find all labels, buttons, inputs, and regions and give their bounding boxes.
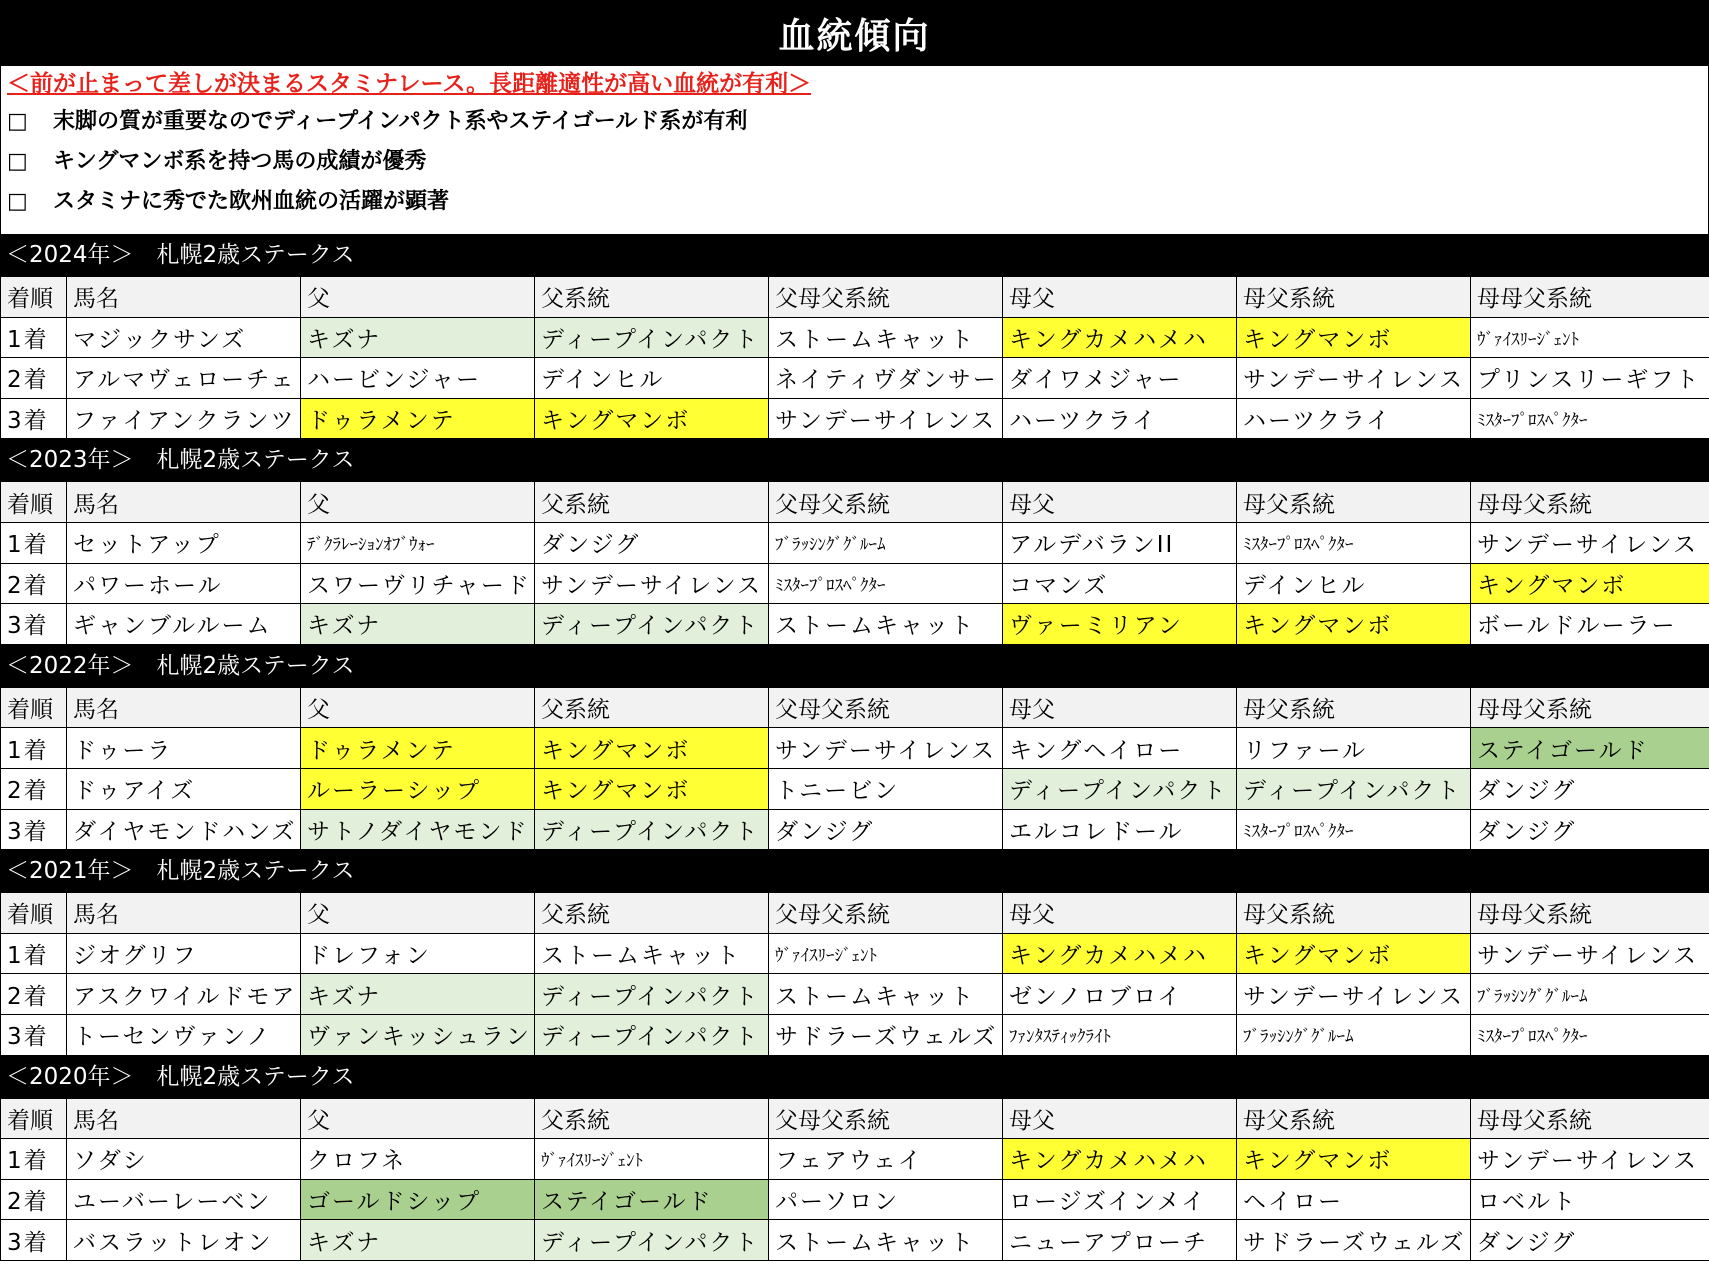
pedigree-cell: スワーヴリチャード	[301, 563, 535, 604]
results-table	[0, 892, 1709, 1055]
bullet-text: スタミナに秀でた欧州血統の活躍が顕著	[53, 189, 450, 214]
pedigree-cell: サトノダイヤモンド	[301, 809, 535, 850]
pedigree-cell: ｳﾞｧｲｽﾘｰｼﾞｪﾝﾄ	[769, 933, 1003, 974]
horse-name-cell: ジオグリフ	[67, 933, 301, 974]
pedigree-cell: ドゥラメンテ	[301, 728, 535, 769]
pedigree-cell: サンデーサイレンス	[1237, 974, 1471, 1015]
placing-cell: 1着	[1, 317, 67, 358]
pedigree-cell: ダンジグ	[1471, 1220, 1709, 1261]
horse-name-cell: ドゥアイズ	[67, 768, 301, 809]
year-section-heading: ＜2022年＞ 札幌2歳ステークス	[0, 645, 1709, 687]
column-header: 父	[301, 482, 535, 523]
placing-cell: 3着	[1, 604, 67, 645]
column-header: 母父	[1003, 687, 1237, 728]
checkbox-icon: □	[7, 189, 28, 214]
pedigree-cell: ディープインパクト	[535, 809, 769, 850]
horse-name-cell: ユーバーレーベン	[67, 1179, 301, 1220]
column-header: 父母父系統	[769, 687, 1003, 728]
pedigree-cell: サンデーサイレンス	[769, 398, 1003, 439]
table-row	[1, 398, 1709, 439]
pedigree-cell: サドラーズウェルズ	[769, 1014, 1003, 1055]
pedigree-cell: ゼンノロブロイ	[1003, 974, 1237, 1015]
column-header: 父	[301, 277, 535, 318]
column-header: 母母父系統	[1471, 277, 1709, 318]
checkbox-icon: □	[7, 149, 28, 174]
pedigree-cell: ディープインパクト	[535, 1220, 769, 1261]
pedigree-cell: サンデーサイレンス	[1237, 358, 1471, 399]
pedigree-cell: キングマンボ	[535, 768, 769, 809]
pedigree-cell: ステイゴールド	[535, 1179, 769, 1220]
horse-name-cell: ソダシ	[67, 1139, 301, 1180]
pedigree-cell: ｳﾞｧｲｽﾘｰｼﾞｪﾝﾄ	[535, 1139, 769, 1180]
headline: ＜前が止まって差しが決まるスタミナレース。長距離適性が高い血統が有利＞	[7, 71, 812, 97]
table-row	[1, 604, 1709, 645]
pedigree-cell: ダイワメジャー	[1003, 358, 1237, 399]
pedigree-cell: ヴァーミリアン	[1003, 604, 1237, 645]
pedigree-cell: ストームキャット	[769, 974, 1003, 1015]
pedigree-cell: ﾃﾞｸﾗﾚｰｼｮﾝｵﾌﾞｳｫｰ	[301, 522, 535, 563]
year-section-heading: ＜2023年＞ 札幌2歳ステークス	[0, 439, 1709, 481]
pedigree-cell: サドラーズウェルズ	[1237, 1220, 1471, 1261]
column-header: 父系統	[535, 482, 769, 523]
column-header: 父系統	[535, 687, 769, 728]
table-header-row	[1, 1098, 1709, 1139]
pedigree-cell: ﾌﾞﾗｯｼﾝｸﾞｸﾞﾙｰﾑ	[769, 522, 1003, 563]
column-header: 馬名	[67, 277, 301, 318]
placing-cell: 2着	[1, 768, 67, 809]
column-header: 母父系統	[1237, 277, 1471, 318]
column-header: 父	[301, 1098, 535, 1139]
pedigree-cell: フェアウェイ	[769, 1139, 1003, 1180]
column-header: 父系統	[535, 1098, 769, 1139]
table-row	[1, 768, 1709, 809]
year-section-heading: ＜2024年＞ 札幌2歳ステークス	[0, 234, 1709, 276]
pedigree-cell: ディープインパクト	[1237, 768, 1471, 809]
bullet-item	[7, 102, 1708, 142]
pedigree-cell: プリンスリーギフト	[1471, 358, 1709, 399]
pedigree-cell: ディープインパクト	[535, 604, 769, 645]
pedigree-cell: キングマンボ	[1237, 317, 1471, 358]
column-header: 父	[301, 687, 535, 728]
pedigree-cell: ダンジグ	[769, 809, 1003, 850]
column-header: 馬名	[67, 482, 301, 523]
horse-name-cell: バスラットレオン	[67, 1220, 301, 1261]
pedigree-cell: ロージズインメイ	[1003, 1179, 1237, 1220]
pedigree-cell: キングマンボ	[1471, 563, 1709, 604]
results-table	[0, 1098, 1709, 1261]
column-header: 着順	[1, 482, 67, 523]
pedigree-cell: ﾐｽﾀｰﾌﾟﾛｽﾍﾟｸﾀｰ	[1471, 398, 1709, 439]
column-header: 母父	[1003, 1098, 1237, 1139]
column-header: 馬名	[67, 1098, 301, 1139]
column-header: 母父	[1003, 482, 1237, 523]
column-header: 父系統	[535, 277, 769, 318]
year-section-heading: ＜2020年＞ 札幌2歳ステークス	[0, 1056, 1709, 1098]
pedigree-cell: ストームキャット	[769, 604, 1003, 645]
pedigree-cell: サンデーサイレンス	[1471, 522, 1709, 563]
pedigree-cell: ディープインパクト	[535, 317, 769, 358]
pedigree-cell: キングカメハメハ	[1003, 1139, 1237, 1180]
pedigree-cell: ドレフォン	[301, 933, 535, 974]
table-row	[1, 1179, 1709, 1220]
table-row	[1, 728, 1709, 769]
bullet-text: キングマンボ系を持つ馬の成績が優秀	[53, 149, 427, 174]
pedigree-cell: ハーツクライ	[1003, 398, 1237, 439]
column-header: 馬名	[67, 893, 301, 934]
column-header: 母父系統	[1237, 1098, 1471, 1139]
table-header-row	[1, 687, 1709, 728]
pedigree-cell: ボールドルーラー	[1471, 604, 1709, 645]
pedigree-cell: クロフネ	[301, 1139, 535, 1180]
pedigree-cell: エルコレドール	[1003, 809, 1237, 850]
placing-cell: 3着	[1, 809, 67, 850]
column-header: 父系統	[535, 893, 769, 934]
results-table	[0, 276, 1709, 439]
pedigree-cell: ステイゴールド	[1471, 728, 1709, 769]
horse-name-cell: ドゥーラ	[67, 728, 301, 769]
year-section-heading: ＜2021年＞ 札幌2歳ステークス	[0, 850, 1709, 892]
results-sections	[0, 234, 1709, 1261]
column-header: 父母父系統	[769, 1098, 1003, 1139]
pedigree-cell: パーソロン	[769, 1179, 1003, 1220]
placing-cell: 1着	[1, 522, 67, 563]
pedigree-cell: キングカメハメハ	[1003, 317, 1237, 358]
horse-name-cell: ファイアンクランツ	[67, 398, 301, 439]
pedigree-cell: ﾐｽﾀｰﾌﾟﾛｽﾍﾟｸﾀｰ	[1237, 809, 1471, 850]
pedigree-cell: ドゥラメンテ	[301, 398, 535, 439]
column-header: 父母父系統	[769, 893, 1003, 934]
table-header-row	[1, 482, 1709, 523]
horse-name-cell: セットアップ	[67, 522, 301, 563]
column-header: 母母父系統	[1471, 482, 1709, 523]
column-header: 着順	[1, 687, 67, 728]
column-header: 父	[301, 893, 535, 934]
results-table	[0, 687, 1709, 850]
pedigree-cell: ﾐｽﾀｰﾌﾟﾛｽﾍﾟｸﾀｰ	[1471, 1014, 1709, 1055]
pedigree-cell: ロベルト	[1471, 1179, 1709, 1220]
pedigree-cell: キズナ	[301, 317, 535, 358]
pedigree-cell: ストームキャット	[769, 1220, 1003, 1261]
horse-name-cell: アスクワイルドモア	[67, 974, 301, 1015]
pedigree-cell: ハービンジャー	[301, 358, 535, 399]
table-row	[1, 1139, 1709, 1180]
table-row	[1, 974, 1709, 1015]
column-header: 父母父系統	[769, 482, 1003, 523]
pedigree-cell: ﾌﾞﾗｯｼﾝｸﾞｸﾞﾙｰﾑ	[1237, 1014, 1471, 1055]
horse-name-cell: マジックサンズ	[67, 317, 301, 358]
pedigree-cell: サンデーサイレンス	[535, 563, 769, 604]
table-row	[1, 563, 1709, 604]
pedigree-cell: キズナ	[301, 604, 535, 645]
column-header: 母父	[1003, 893, 1237, 934]
pedigree-cell: サンデーサイレンス	[1471, 933, 1709, 974]
pedigree-cell: ディープインパクト	[1003, 768, 1237, 809]
page-title: 血統傾向	[0, 0, 1709, 66]
bullet-text: 末脚の質が重要なのでディープインパクト系やステイゴールド系が有利	[53, 109, 748, 134]
pedigree-cell: ﾌﾞﾗｯｼﾝｸﾞｸﾞﾙｰﾑ	[1471, 974, 1709, 1015]
horse-name-cell: パワーホール	[67, 563, 301, 604]
horse-name-cell: トーセンヴァンノ	[67, 1014, 301, 1055]
placing-cell: 1着	[1, 1139, 67, 1180]
pedigree-cell: トニービン	[769, 768, 1003, 809]
horse-name-cell: アルマヴェローチェ	[67, 358, 301, 399]
pedigree-cell: サンデーサイレンス	[769, 728, 1003, 769]
placing-cell: 2着	[1, 1179, 67, 1220]
table-row	[1, 317, 1709, 358]
placing-cell: 2着	[1, 563, 67, 604]
column-header: 母父	[1003, 277, 1237, 318]
column-header: 母母父系統	[1471, 893, 1709, 934]
placing-cell: 2着	[1, 358, 67, 399]
pedigree-cell: キングマンボ	[1237, 933, 1471, 974]
pedigree-cell: リファール	[1237, 728, 1471, 769]
table-row	[1, 358, 1709, 399]
column-header: 着順	[1, 893, 67, 934]
pedigree-cell: ﾐｽﾀｰﾌﾟﾛｽﾍﾟｸﾀｰ	[1237, 522, 1471, 563]
pedigree-cell: ダンジグ	[1471, 809, 1709, 850]
pedigree-cell: ストームキャット	[769, 317, 1003, 358]
pedigree-cell: キズナ	[301, 974, 535, 1015]
pedigree-cell: デインヒル	[1237, 563, 1471, 604]
pedigree-cell: ダンジグ	[1471, 768, 1709, 809]
column-header: 父母父系統	[769, 277, 1003, 318]
column-header: 着順	[1, 1098, 67, 1139]
pedigree-cell: ヘイロー	[1237, 1179, 1471, 1220]
pedigree-cell: キングマンボ	[535, 728, 769, 769]
column-header: 母父系統	[1237, 687, 1471, 728]
results-table	[0, 481, 1709, 644]
summary-box	[0, 66, 1709, 234]
table-row	[1, 933, 1709, 974]
table-header-row	[1, 893, 1709, 934]
placing-cell: 3着	[1, 1220, 67, 1261]
pedigree-cell: ルーラーシップ	[301, 768, 535, 809]
pedigree-cell: ディープインパクト	[535, 1014, 769, 1055]
placing-cell: 1着	[1, 933, 67, 974]
column-header: 母父系統	[1237, 893, 1471, 934]
pedigree-cell: コマンズ	[1003, 563, 1237, 604]
pedigree-cell: ハーツクライ	[1237, 398, 1471, 439]
pedigree-cell: ヴァンキッシュラン	[301, 1014, 535, 1055]
table-row	[1, 1220, 1709, 1261]
pedigree-cell: キングマンボ	[1237, 604, 1471, 645]
table-row	[1, 809, 1709, 850]
placing-cell: 3着	[1, 1014, 67, 1055]
bullet-item	[7, 142, 1708, 182]
checkbox-icon: □	[7, 109, 28, 134]
column-header: 馬名	[67, 687, 301, 728]
pedigree-cell: キングカメハメハ	[1003, 933, 1237, 974]
column-header: 着順	[1, 277, 67, 318]
pedigree-cell: ｳﾞｧｲｽﾘｰｼﾞｪﾝﾄ	[1471, 317, 1709, 358]
pedigree-cell: キングマンボ	[1237, 1139, 1471, 1180]
pedigree-cell: ゴールドシップ	[301, 1179, 535, 1220]
pedigree-cell: キングマンボ	[535, 398, 769, 439]
pedigree-cell: キングヘイロー	[1003, 728, 1237, 769]
table-row	[1, 522, 1709, 563]
pedigree-cell: ニューアプローチ	[1003, 1220, 1237, 1261]
pedigree-cell: ﾌｧﾝﾀｽﾃｨｯｸﾗｲﾄ	[1003, 1014, 1237, 1055]
table-header-row	[1, 277, 1709, 318]
pedigree-cell: ストームキャット	[535, 933, 769, 974]
pedigree-cell: アルデバランII	[1003, 522, 1237, 563]
pedigree-cell: キズナ	[301, 1220, 535, 1261]
pedigree-cell: ﾐｽﾀｰﾌﾟﾛｽﾍﾟｸﾀｰ	[769, 563, 1003, 604]
bullet-item	[7, 182, 1708, 222]
horse-name-cell: ギャンブルルーム	[67, 604, 301, 645]
table-row	[1, 1014, 1709, 1055]
pedigree-cell: デインヒル	[535, 358, 769, 399]
placing-cell: 3着	[1, 398, 67, 439]
pedigree-cell: サンデーサイレンス	[1471, 1139, 1709, 1180]
pedigree-cell: ネイティヴダンサー	[769, 358, 1003, 399]
column-header: 母父系統	[1237, 482, 1471, 523]
column-header: 母母父系統	[1471, 1098, 1709, 1139]
pedigree-cell: ディープインパクト	[535, 974, 769, 1015]
horse-name-cell: ダイヤモンドハンズ	[67, 809, 301, 850]
placing-cell: 1着	[1, 728, 67, 769]
placing-cell: 2着	[1, 974, 67, 1015]
pedigree-cell: ダンジグ	[535, 522, 769, 563]
column-header: 母母父系統	[1471, 687, 1709, 728]
